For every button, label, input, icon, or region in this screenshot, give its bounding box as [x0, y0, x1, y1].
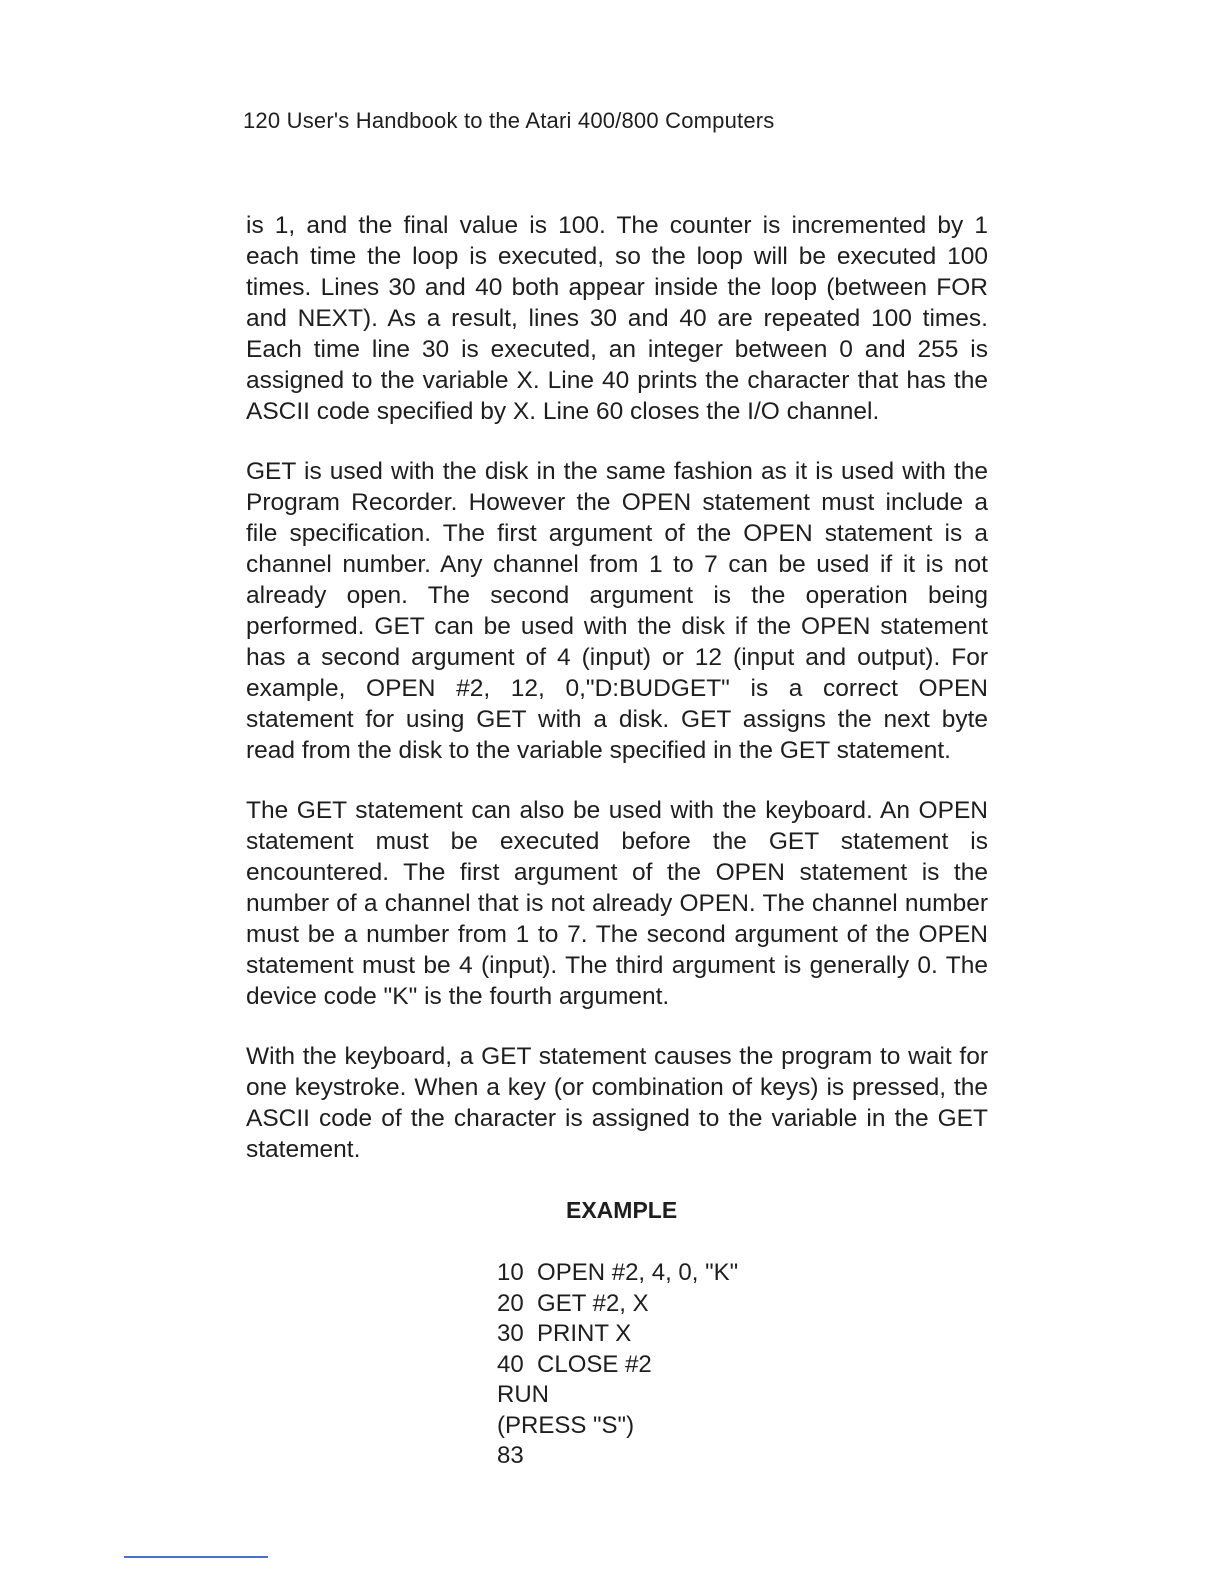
- paragraph-keystroke: With the keyboard, a GET statement causes the program to wait for one keystroke. When a key (or combination of keys) is pressed, the ASCII code of the character is assigned to the variable in the GET statement.: [246, 1043, 988, 1163]
- paragraph-get-disk: GET is used with the disk in the same fashion as it is used with the Program Recorder. However the OPEN statement must include a file specification. The first argument of the OPEN statement is a channel number. Any channel from 1 to 7 can be used if it is not already open. The second argument is the operation being performed. GET can be used with the disk if the OPEN statement has a second argument of 4 (input) or 12 (input and output). For example, OPEN #2, 12, 0,"D:BUDGET" is a correct OPEN statement for using GET with a disk. GET assigns the next byte read from the disk to the variable specified in the GET statement.: [246, 458, 988, 764]
- running-head: 120 User's Handbook to the Atari 400/800 Computers: [243, 108, 775, 133]
- code-line: (PRESS "S"): [497, 1411, 635, 1439]
- paragraph-get-keyboard: The GET statement can also be used with the keyboard. An OPEN statement must be executed before the GET statement is encountered. The first argument of the OPEN statement is the number of a channel that is not already OPEN. The channel number must be a number from 1 to 7. The second argument of the OPEN statement must be 4 (input). The third argument is generally 0. The device code "K" is the fourth argument.: [246, 797, 988, 1010]
- code-line: 40 CLOSE #2: [497, 1350, 652, 1378]
- paragraph-for-loop-explanation: is 1, and the final value is 100. The counter is incremented by 1 each time the loop is executed, so the loop will be executed 100 times. Lines 30 and 40 both appear inside the loop (between FOR and NEXT). As a result, lines 30 and 40 are repeated 100 times. Each time line 30 is executed, an integer between 0 and 255 is assigned to the variable X. Line 40 prints the character that has the ASCII code specified by X. Line 60 closes the I/O channel.: [246, 212, 988, 425]
- code-line: RUN: [497, 1381, 549, 1408]
- code-output: 83: [497, 1442, 524, 1469]
- code-line: 20 GET #2, X: [497, 1289, 649, 1317]
- footer-rule: [124, 1556, 268, 1558]
- example-code-listing: [497, 1258, 738, 1472]
- code-line: 10 OPEN #2, 4, 0, "K": [497, 1259, 739, 1286]
- code-line: 30 PRINT X: [497, 1320, 632, 1347]
- example-heading: EXAMPLE: [566, 1197, 678, 1223]
- body-text: [246, 210, 988, 1194]
